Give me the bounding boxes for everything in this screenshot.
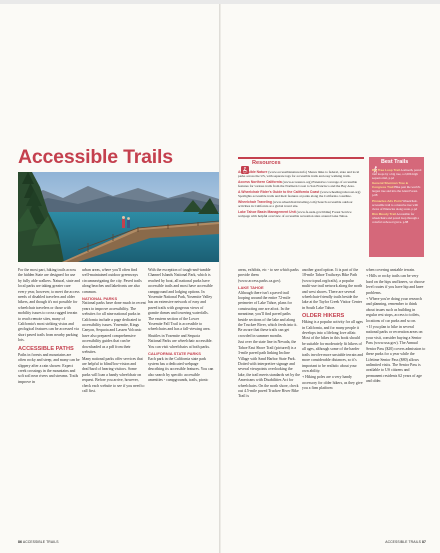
- resource-text: (www.accessnca.org) Extensive coverage of accessible features for various trails from the Northern Coast to San Francisco and the Bay Area.: [238, 180, 358, 189]
- resource-item: [238, 210, 362, 219]
- body-column-1: [18, 268, 80, 386]
- body-paragraph: Many national parks offer services that are helpful to blind/low-vision and deaf/hard of hearing visitors. Some parks will loan a handy wheelchair on request. Before you arrive, however, check each website to see if you need to call first.: [82, 356, 145, 393]
- subheading-national-parks: NATIONAL PARKS: [82, 296, 118, 302]
- resource-name: A Wheelchair Rider's Guide to the California Coast: [238, 190, 320, 194]
- body-paragraph: Each park in the California state park system has a dedicated webpage describing its accessible features. You can also search by specific accessible amenities - campgrounds, trails, picnic: [148, 356, 214, 383]
- body-column-6: [366, 268, 426, 386]
- resources-box: [238, 157, 364, 255]
- best-trail-name: Pinnacles Adv Point: [372, 198, 402, 203]
- page-title: Accessible Trails: [18, 146, 173, 168]
- section-heading-accessible-paths: ACCESSIBLE PATHS: [18, 345, 74, 352]
- body-paragraph: With the exception of tough-and-tumble Channel Islands National Park, which is reached by boat, all national parks have accessible trails and most have accessible campground and lodging options. In Yosemite National Park, Yosemite Valley has an extensive network of easy and paved trails with gorgeous views of granite domes and towering waterfalls. The eastern section of the Lower Yosemite Fall Trail is accessible to wheelchairs and has a fall-viewing area.: [148, 268, 213, 332]
- best-trail-text: A smooth, paved trail loops by a big tree, a 2,000-high sequoia mid, p.pd: [372, 168, 422, 180]
- body-column-5: [302, 268, 364, 393]
- body-paragraph: Hiking is a popular activity for all ages in California, and for many people it develops into a lifelong love affair. Most of the hikes in this book should be suitable for moderately fit hikers of all ages, although some of the harder trails involve more unstable terrain and more considerable distances, so it's important to be realistic about your own ability.: [302, 320, 364, 373]
- best-trail-item: [372, 181, 422, 197]
- bullet-item: + Where you're doing your research and planning, remember to think about issues such as building in regular rest stops, access to toilets, locations of car parks and so on.: [366, 297, 422, 323]
- body-column-4: [238, 268, 300, 401]
- resource-name: Lake Tahoe Basin Management Unit: [238, 210, 296, 214]
- body-column-2: [82, 268, 146, 395]
- page-number-left: 86: [18, 540, 22, 544]
- page-number-right: 87: [422, 540, 426, 544]
- resource-text: (www.wheelchairtraveling.com) Search accessible outdoor activities in California at a global travel site.: [238, 200, 353, 209]
- best-trail-text: Hike past the world's largest tree and into the Giant Forest. p.68: [372, 185, 421, 198]
- body-paragraph: areas, exhibits, etc - to see which parks provide them (www.access.parks.ca.gov).: [238, 268, 299, 283]
- best-trail-item: [372, 212, 422, 224]
- body-paragraph: Shuttles in Yosemite and Sequoia National Parks are wheelchair accessible. You can visit wheelchairs at both parks.: [148, 333, 213, 349]
- body-paragraph: + Hiking poles are a very handy accessory for older hikers, as they give you a firm platform: [302, 375, 363, 391]
- resources-list: [238, 170, 362, 220]
- best-trail-text: Wheelchair-accessible trail to a massive tree with views of Pinnacles along route. p.pd: [372, 198, 419, 211]
- resources-heading: Resources: [252, 160, 281, 166]
- resource-item: [238, 180, 362, 189]
- resource-name: Accessible Nature: [238, 170, 268, 174]
- resource-item: [238, 190, 362, 199]
- running-head-left: ACCESSIBLE TRAILS: [22, 540, 59, 544]
- best-trail-name: Rim Moody Trail: [372, 212, 396, 217]
- resource-text: (www.accessiblenature.info) Shares links to federal, state and local parks across the US, with separate tags for accessible trails and easy walking trails.: [238, 170, 360, 179]
- bullet-item: + Hills or rocky trails can be very hard on the hips and knees, so choose level routes if you have hip and knee problems.: [366, 274, 425, 295]
- body-paragraph: National parks have done much in recent years to improve accessibility. The websites for all nine national parks in California include a page dedicated to accessibility issues. Yosemite, Kings Canyon, Sequoia and Lassen Volcanic have also prepared comprehensive accessibility guides that can be downloaded as a pdf from their websites.: [82, 301, 146, 355]
- lake-trail-photo: [18, 172, 219, 262]
- body-paragraph: urban areas, where you'll often find well-maintained outdoor greenways circumnavigating the city. Paved trails along beaches and lakefronts are also common.: [82, 268, 142, 294]
- best-trail-item: [372, 168, 422, 180]
- subheading-lake-tahoe: LAKE TAHOE: [238, 285, 264, 291]
- best-trails-heading: Best Trails: [381, 159, 409, 165]
- resource-text: (www.fs.usda.gov/ltbmu) Forest Service webpage with helpful overview of accessible recreation sites around Lake Tahoe.: [238, 210, 352, 219]
- resource-item: [238, 200, 362, 209]
- body-column-3: [148, 268, 214, 385]
- boardwalk-illustration: [18, 172, 219, 262]
- best-trails-list: [372, 168, 422, 226]
- resource-text: (www.wheelingcalscoast.org) Spotlights accessible trails and their features at parks along the California coastline.: [238, 190, 361, 199]
- body-paragraph: another good option. It is part of the 18-mile Tahoe Trailways Bike Path (www.tcpud.org/trails), a popular multi-use trail network along the north and west shores. There are several wheelchair-friendly trails beside the lake at the Taylor Creek Visitor Center in South Lake Tahoe.: [302, 268, 363, 310]
- body-paragraph: For the most part, hiking trails across the hidden State are designed for use by fully able walkers. Natural, state and local parks are taking greater care every year, however, to meet the access needs of disabled travelers and older hikers, and though it's not possible for wheelchair travelers or those with mobility issues to cross rugged terrain to reach remote sites, many of California's most striking vistas and geological features can be accessed via short paved trails from nearby parking lots.: [18, 268, 81, 343]
- best-trail-text: Accessible for wheelchairs and paved loop through a colorful redwood grove. p.88: [372, 212, 419, 225]
- running-head-right: ACCESSIBLE TRAILS: [385, 540, 421, 544]
- body-paragraph: Just over the state line in Nevada, the Tahoe East Shore Trail (pictured) is a 3-mile paved path linking Incline Village with Sand Harbor State Park. Dotted with interpretive signage and several viewpoints overlooking the lake, the trail meets standards set by the Americans with Disabilities Act for wheelchairs. On the north shore, check out 4.5-mile paved Truckee River Bike Trail is: [238, 340, 301, 399]
- resource-name: Access Northern California: [238, 180, 282, 184]
- body-paragraph: when covering unstable terrain.: [366, 268, 416, 272]
- best-trail-item: [372, 199, 422, 211]
- page-gutter: [219, 4, 221, 553]
- subheading-california-state-parks: CALIFORNIA STATE PARKS: [148, 351, 201, 357]
- best-trails-sidebar: [369, 157, 424, 257]
- body-paragraph: Although there isn't a paved trail looping around the entire 72-mile perimeter of Lake Tahoe, plans for constructing one are afoot. In the meantime, you'll find paved paths beside sections of the lake and along the Truckee River, which feeds into it. Be aware that these trails can get crowded in summer months.: [238, 290, 298, 338]
- left-folio: [18, 540, 59, 544]
- right-folio: [385, 540, 426, 544]
- body-paragraph: Paths in forests and mountains are often rocky and steep, and many can be slippery after a rain shower. Expect creek crossings in the mountains and soft soil near rivers and streams. Trails improve in: [18, 352, 80, 384]
- section-heading-older-hikers: OLDER HIKERS: [302, 313, 345, 320]
- best-trail-name: General Sherman Tree & Congress Trail: [372, 181, 408, 190]
- best-trail-name: Big Tree Loop Trail: [372, 168, 400, 172]
- resource-name: Wheelchair Traveling: [238, 200, 272, 204]
- resource-item: [238, 170, 362, 179]
- bullet-item: + If you plan to hike in several national parks or recreation areas on your visit, consider buying a Senior Pass (www.usa.gov). The Annual Senior Pass ($20) covers admission to these parks for a year while the Lifetime Senior Pass ($80) allows unlimited visits. The Senior Pass is available to US citizens and permanent residents 62 years of age and older.: [366, 325, 426, 384]
